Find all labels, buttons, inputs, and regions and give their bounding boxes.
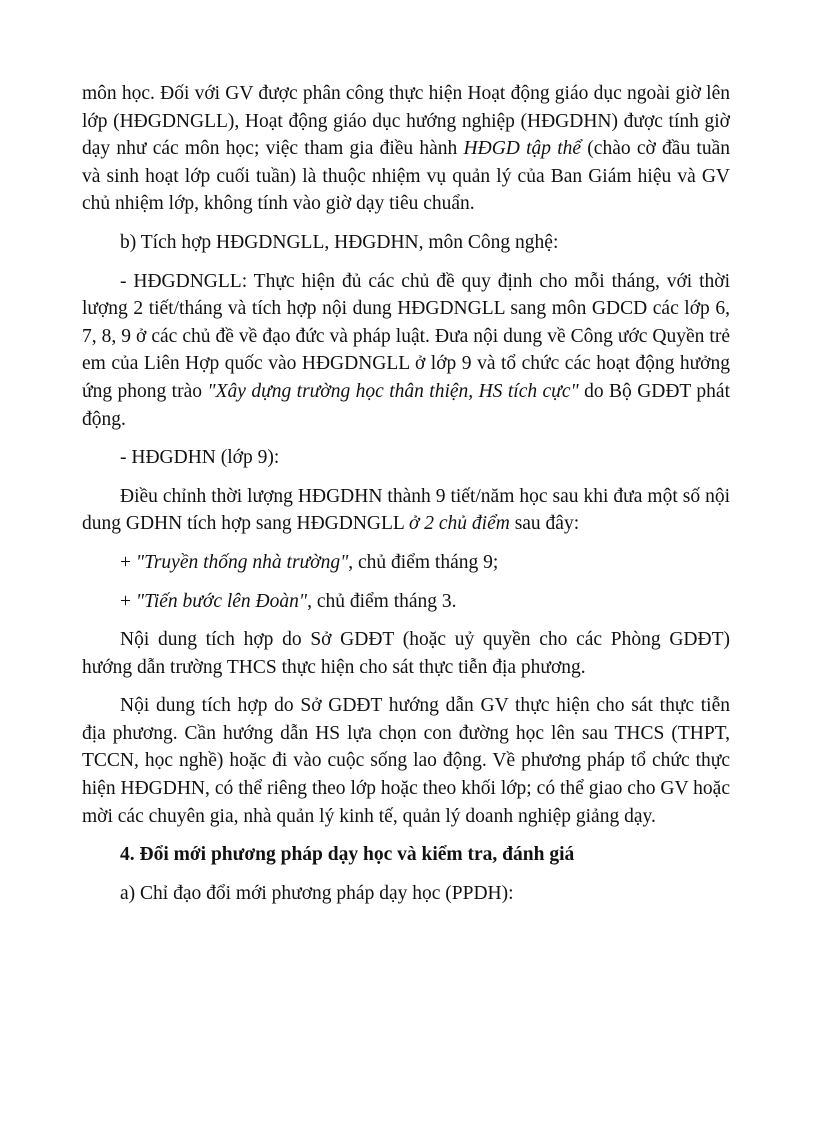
list-item-theme-1 (82, 549, 730, 577)
text-run: , chủ điểm tháng 9; (348, 551, 499, 573)
paragraph-adjust-duration (82, 483, 730, 538)
paragraph-gv-hours (82, 80, 730, 218)
italic-quote: "Truyền thống nhà trường" (135, 551, 349, 573)
text-run: Điều chỉnh thời lượng HĐGDHN thành 9 tiết/năm học sau khi đưa một số nội dung GDHN tích hợp sang HĐGDNGLL (82, 485, 730, 535)
document-body (82, 80, 730, 907)
subsection-b-title: b) Tích hợp HĐGDNGLL, HĐGDHN, môn Công nghệ: (120, 231, 559, 253)
italic-term: HĐGD tập thể (463, 138, 582, 160)
text-run: (chào cờ đầu tuần và sinh hoạt lớp cuối tuần) là thuộc nhiệm vụ quản lý của Ban Giám hiệu và GV chủ nhiệm lớp, không tính vào giờ dạy tiêu chuẩn. (82, 138, 731, 215)
text-run: sau đây: (509, 513, 580, 535)
text-run: môn học. Đối với GV được phân công thực hiện Hoạt động giáo dục ngoài giờ lên lớp (HĐGDNGLL), Hoạt động giáo dục hướng nghiệp (HĐGDHN) được tính giờ dạy như các môn học; việc tham gia điều hành (82, 83, 730, 160)
italic-quote: "Xây dựng trường học thân thiện, HS tích cực" (207, 380, 579, 402)
item-hdgdhn: - HĐGDHN (lớp 9): (120, 447, 280, 469)
italic-quote: "Tiến bước lên Đoàn" (135, 590, 308, 612)
paragraph-hdgdngll (82, 268, 730, 434)
subsection-a-title: a) Chỉ đạo đổi mới phương pháp dạy học (PPDH): (120, 882, 514, 904)
paragraph-integration-guidance: Nội dung tích hợp do Sở GDĐT (hoặc uỷ quyền cho các Phòng GDĐT) hướng dẫn trường THCS thực hiện cho sát thực tiễn địa phương. (82, 629, 730, 678)
text-run: , chủ điểm tháng 3. (307, 590, 457, 612)
text-run: - HĐGDNGLL: Thực hiện đủ các chủ đề quy định cho mỗi tháng, với thời lượng 2 tiết/tháng và tích hợp nội dung HĐGDNGLL sang môn GDCD các lớp 6, 7, 8, 9 ở các chủ đề về đạo đức và pháp luật. Đưa nội dung về Công ước Quyền trẻ em của Liên Hợp quốc vào HĐGDNGLL ở lớp 9 và tổ chức các hoạt động hưởng ứng phong trào (82, 270, 730, 402)
paragraph-career-guidance: Nội dung tích hợp do Sở GDĐT hướng dẫn GV thực hiện cho sát thực tiễn địa phương. Cần hướng dẫn HS lựa chọn con đường học lên sau THCS (THPT, TCCN, học nghề) hoặc đi vào cuộc sống lao động. Về phương pháp tổ chức thực hiện HĐGDHN, có thể riêng theo lớp hoặc theo khối lớp; có thể giao cho GV hoặc mời các chuyên gia, nhà quản lý kinh tế, quản lý doanh nghiệp giảng dạy. (82, 695, 730, 827)
italic-term: ở 2 chủ điểm (408, 513, 510, 535)
text-run: do Bộ GDĐT phát động. (82, 380, 730, 430)
section-heading-4: 4. Đổi mới phương pháp dạy học và kiểm tra, đánh giá (120, 844, 575, 866)
bullet: + (120, 551, 136, 573)
bullet: + (120, 590, 136, 612)
list-item-theme-2 (82, 588, 730, 616)
